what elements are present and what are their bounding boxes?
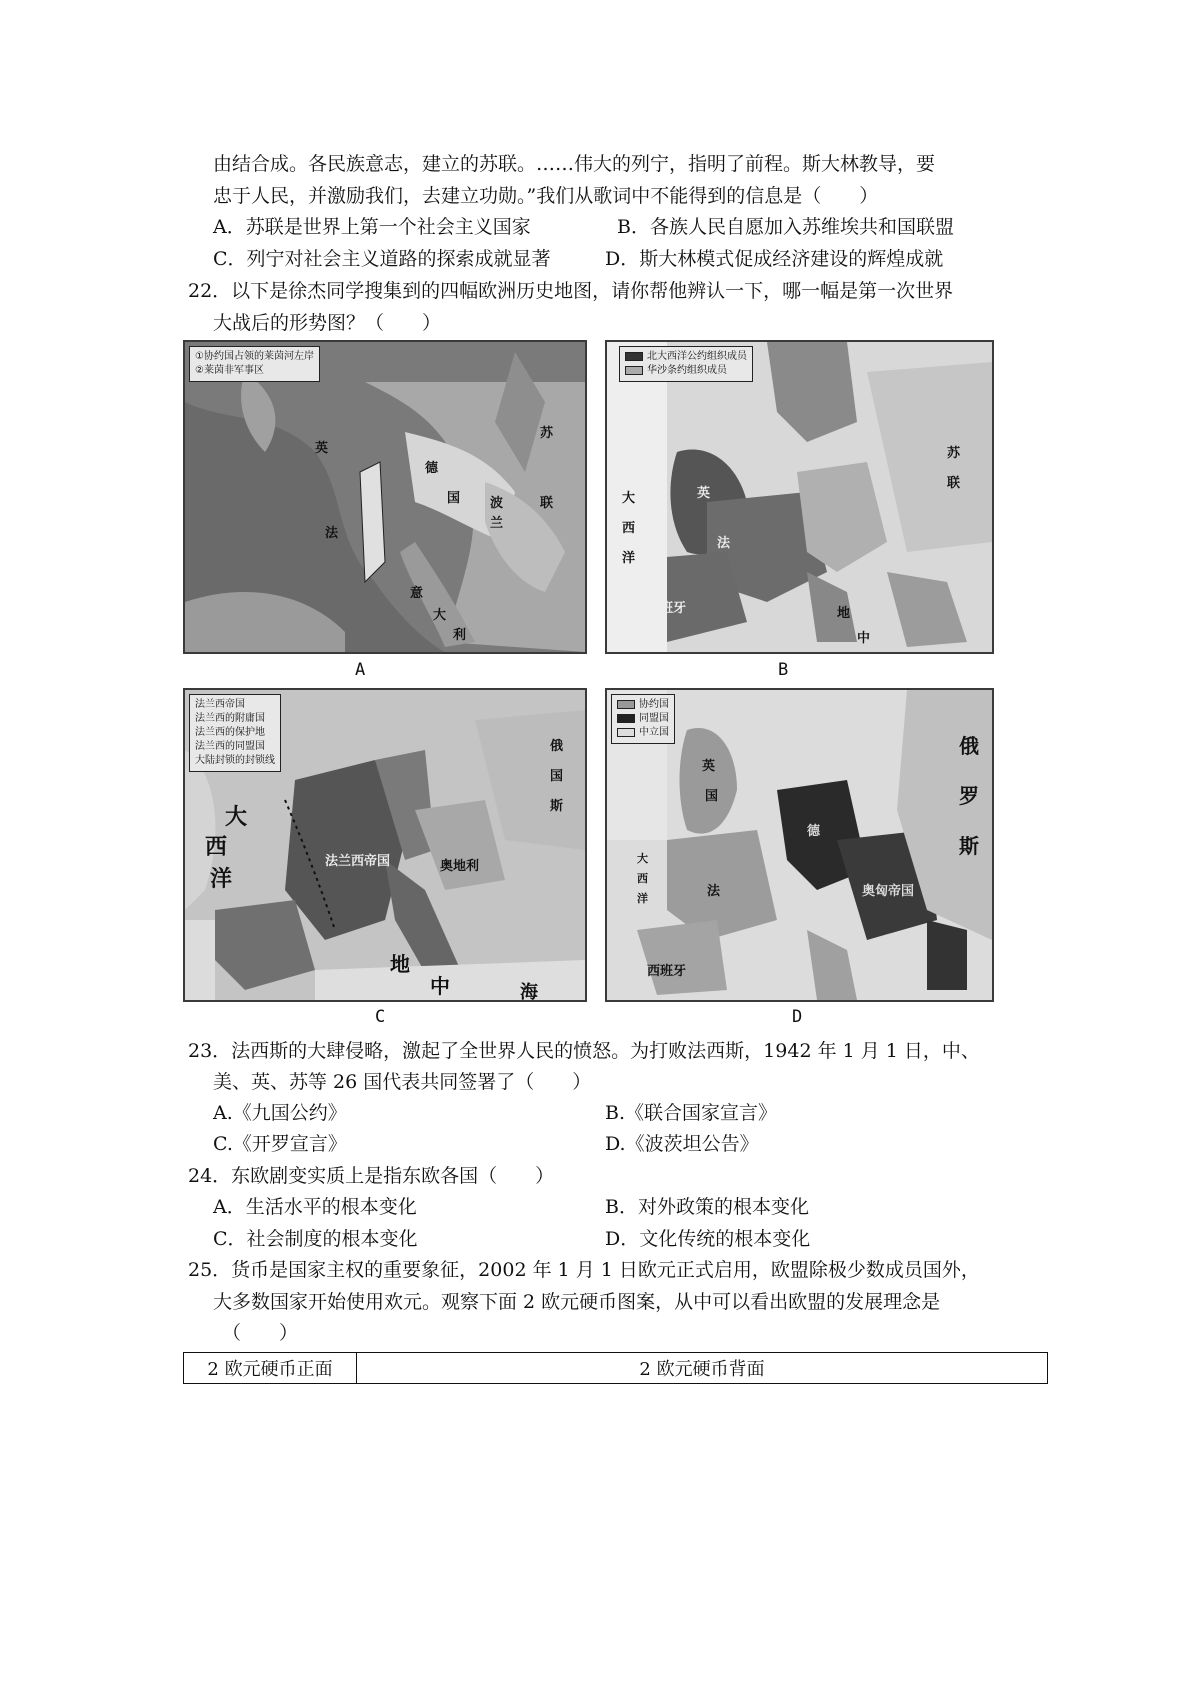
- q24-option-d: D．文化传统的根本变化: [605, 1228, 811, 1250]
- map-d-label: 洋: [637, 892, 648, 905]
- map-b-label: 英: [697, 486, 711, 501]
- q21-option-c: C．列宁对社会主义道路的探索成就显著: [213, 248, 551, 270]
- map-b-label: 大: [622, 491, 636, 506]
- map-d-legend-item: [617, 726, 669, 740]
- q22-line1: 22．以下是徐杰同学搜集到的四幅欧洲历史地图，请你帮他辨认一下，哪一幅是第一次世界: [188, 280, 954, 302]
- map-d-caption: D: [792, 1007, 803, 1027]
- legend-swatch: [617, 700, 635, 709]
- map-b-legend-item: [625, 364, 747, 378]
- map-a-label: 大: [433, 608, 447, 623]
- map-c-label: 国: [550, 769, 564, 784]
- map-b: [605, 340, 994, 654]
- map-d-label: 西班牙: [647, 964, 687, 979]
- map-a: [183, 340, 587, 654]
- map-d-label: 西: [637, 872, 648, 885]
- map-c-label: 斯: [550, 799, 564, 814]
- q24-option-b: B．对外政策的根本变化: [605, 1196, 809, 1218]
- map-c-legend-item: 法兰西的同盟国: [195, 741, 265, 752]
- map-b-label: 地: [837, 606, 851, 621]
- map-a-caption: A: [355, 660, 366, 680]
- map-a-label: 利: [453, 628, 467, 643]
- map-d-label: 法: [707, 884, 721, 899]
- map-b-legend-text: 北大西洋公约组织成员: [647, 351, 747, 362]
- map-c-legend-item: 法兰西的保护地: [195, 727, 265, 738]
- legend-swatch: [617, 714, 635, 723]
- map-c-legend: [189, 694, 281, 772]
- map-a-legend-item: ②莱茵非军事区: [195, 365, 264, 376]
- q24-line1: 24．东欧剧变实质上是指东欧各国（ ）: [188, 1165, 555, 1187]
- map-b-legend: [619, 346, 753, 382]
- map-c-label: 俄: [550, 739, 564, 754]
- q24-option-a: A．生活水平的根本变化: [213, 1196, 417, 1218]
- map-d-label: 奥匈帝国: [862, 884, 915, 899]
- map-c-label: 大: [225, 805, 248, 830]
- coin-table-row: [184, 1353, 1048, 1384]
- map-a-label: 联: [540, 496, 554, 511]
- map-d-legend-text: 同盟国: [639, 713, 669, 724]
- q25-line1: 25．货币是国家主权的重要象征，2002 年 1 月 1 日欧元正式启用，欧盟除极少数成员国外，: [188, 1259, 980, 1281]
- legend-swatch: [625, 366, 643, 375]
- q21-option-b: B．各族人民自愿加入苏维埃共和国联盟: [617, 216, 954, 238]
- map-a-legend-item: ①协约国占领的莱茵河左岸: [195, 351, 314, 362]
- map-b-caption: B: [778, 660, 789, 680]
- map-d-legend: [611, 694, 675, 744]
- coin-table: [183, 1352, 1048, 1384]
- map-a-label: 国: [447, 491, 461, 506]
- q23-option-b: B.《联合国家宣言》: [605, 1102, 778, 1124]
- q23-option-a: A.《九国公约》: [213, 1102, 347, 1124]
- q23-line2: 美、英、苏等 26 国代表共同签署了（ ）: [213, 1071, 592, 1093]
- q21-option-d: D．斯大林模式促成经济建设的辉煌成就: [605, 248, 944, 270]
- map-d-label: 德: [807, 824, 821, 839]
- map-b-label: 苏: [947, 446, 961, 461]
- map-c-label: 奥地利: [440, 859, 480, 874]
- q25-line2: 大多数国家开始使用欢元。观察下面 2 欧元硬币图案，从中可以看出欧盟的发展理念是: [213, 1291, 941, 1313]
- map-b-legend-item: [625, 350, 747, 364]
- q23-line1: 23．法西斯的大肆侵略，激起了全世界人民的愤怒。为打败法西斯，1942 年 1 月 1 日，中、: [188, 1040, 980, 1062]
- q21-line1: 由结合成。各民族意志，建立的苏联。……伟大的列宁，指明了前程。斯大林教导，要: [213, 153, 936, 175]
- map-b-label: 西班牙: [647, 601, 687, 616]
- map-c-legend-item: 法兰西的附庸国: [195, 713, 265, 724]
- map-d-label: 大: [637, 852, 648, 865]
- map-c-legend-item: 大陆封锁的封锁线: [195, 755, 275, 766]
- map-a-label: 英: [315, 441, 329, 456]
- coin-back-header: 2 欧元硬币背面: [357, 1353, 1048, 1384]
- map-c-caption: C: [375, 1007, 386, 1027]
- map-d-label: 英: [702, 759, 716, 774]
- map-d-legend-text: 中立国: [639, 727, 669, 738]
- q25-line3: （ ）: [222, 1322, 299, 1344]
- map-d-label: 国: [705, 789, 719, 804]
- coin-front-header: 2 欧元硬币正面: [184, 1353, 357, 1384]
- map-b-legend-text: 华沙条约组织成员: [647, 365, 727, 376]
- map-a-label: 意: [410, 586, 424, 601]
- q21-line2: 忠于人民，并激励我们，去建立功勋。”我们从歌词中不能得到的信息是（ ）: [213, 185, 879, 207]
- q21-option-a: A．苏联是世界上第一个社会主义国家: [213, 216, 531, 238]
- map-d-label: 斯: [959, 834, 979, 858]
- map-a-label: 法: [325, 526, 339, 541]
- map-a-label: 兰: [490, 516, 504, 531]
- map-d: [605, 688, 994, 1002]
- q23-option-d: D.《波茨坦公告》: [605, 1133, 759, 1155]
- legend-swatch: [617, 728, 635, 737]
- map-a-terrain: [185, 342, 585, 652]
- map-d-label: 罗: [959, 784, 979, 808]
- q23-option-c: C.《开罗宣言》: [213, 1133, 347, 1155]
- map-d-label: 俄: [959, 734, 979, 758]
- map-c-label: 洋: [210, 867, 233, 892]
- q22-line2: 大战后的形势图？（ ）: [213, 312, 442, 334]
- q24-option-c: C．社会制度的根本变化: [213, 1228, 418, 1250]
- map-c-label: 海: [520, 982, 538, 1002]
- map-b-label: 法: [717, 536, 731, 551]
- map-c-label: 法兰西帝国: [325, 854, 391, 869]
- map-b-label: 中: [857, 631, 871, 646]
- map-d-legend-item: [617, 712, 669, 726]
- map-b-label: 联: [947, 476, 961, 491]
- map-c-label: 地: [390, 952, 410, 976]
- map-a-label: 苏: [540, 426, 554, 441]
- map-a-label: 德: [425, 461, 439, 476]
- map-c: [183, 688, 587, 1002]
- map-d-legend-text: 协约国: [639, 699, 669, 710]
- map-a-legend: [189, 346, 320, 382]
- map-a-label: 波: [490, 496, 504, 511]
- map-b-label: 洋: [622, 551, 636, 566]
- map-c-label: 西: [205, 835, 228, 860]
- legend-swatch: [625, 352, 643, 361]
- map-c-label: 中: [430, 974, 450, 998]
- map-b-label: 西: [622, 521, 636, 536]
- map-c-legend-item: 法兰西帝国: [195, 699, 245, 710]
- map-d-legend-item: [617, 698, 669, 712]
